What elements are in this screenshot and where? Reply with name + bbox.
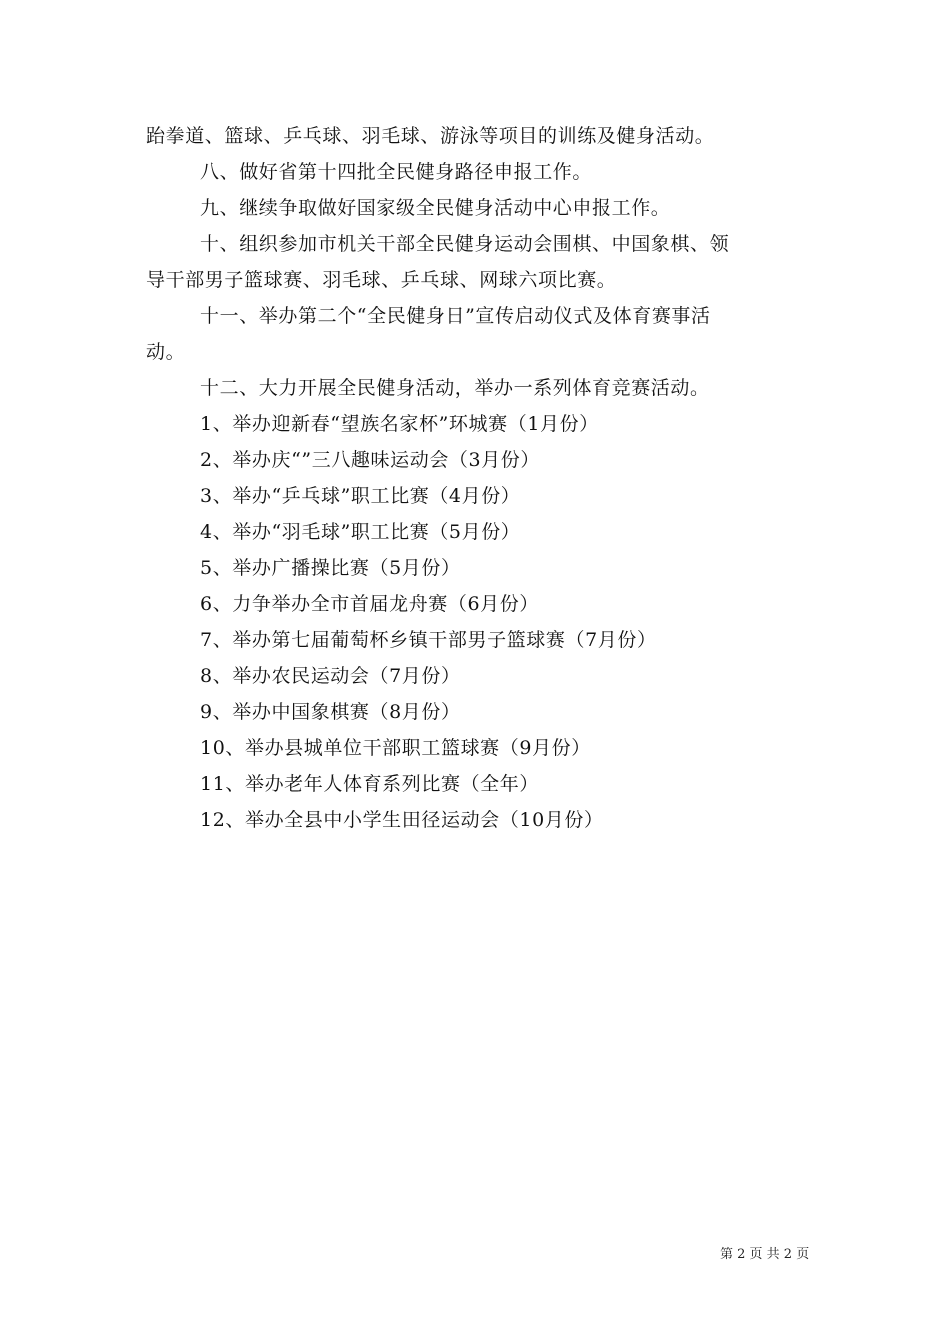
sub-item-7: 7、举办第七届葡萄杯乡镇干部男子篮球赛（7月份） — [200, 629, 657, 651]
item-nine: 九、继续争取做好国家级全民健身活动中心申报工作。 — [200, 197, 671, 219]
sub-item-8: 8、举办农民运动会（7月份） — [200, 665, 461, 687]
item-ten-continued: 导干部男子篮球赛、羽毛球、乒乓球、网球六项比赛。 — [146, 269, 617, 291]
sub-item-1: 1、举办迎新春“望族名家杯”环城赛（1月份） — [200, 413, 599, 435]
item-eight: 八、做好省第十四批全民健身路径申报工作。 — [200, 161, 593, 183]
item-ten: 十、组织参加市机关干部全民健身运动会围棋、中国象棋、领 — [200, 233, 730, 255]
sub-item-4: 4、举办“羽毛球”职工比赛（5月份） — [200, 521, 521, 543]
document-body — [146, 118, 816, 838]
sub-item-9: 9、举办中国象棋赛（8月份） — [200, 701, 461, 723]
sub-item-5: 5、举办广播操比赛（5月份） — [200, 557, 461, 579]
text-line-continuation: 跆拳道、篮球、乒乓球、羽毛球、游泳等项目的训练及健身活动。 — [146, 125, 715, 147]
sub-item-11: 11、举办老年人体育系列比赛（全年） — [200, 773, 539, 795]
sub-item-10: 10、举办县城单位干部职工篮球赛（9月份） — [200, 737, 591, 759]
item-eleven: 十一、举办第二个“全民健身日”宣传启动仪式及体育赛事活 — [200, 305, 711, 327]
sub-item-3: 3、举办“乒乓球”职工比赛（4月份） — [200, 485, 521, 507]
sub-item-12: 12、举办全县中小学生田径运动会（10月份） — [200, 809, 604, 831]
sub-item-2: 2、举办庆“”三八趣味运动会（3月份） — [200, 449, 541, 471]
sub-item-6: 6、力争举办全市首届龙舟赛（6月份） — [200, 593, 539, 615]
item-eleven-continued: 动。 — [146, 341, 186, 363]
item-twelve: 十二、大力开展全民健身活动，举办一系列体育竞赛活动。 — [200, 377, 710, 399]
page-number-footer: 第 2 页 共 2 页 — [720, 1247, 810, 1262]
